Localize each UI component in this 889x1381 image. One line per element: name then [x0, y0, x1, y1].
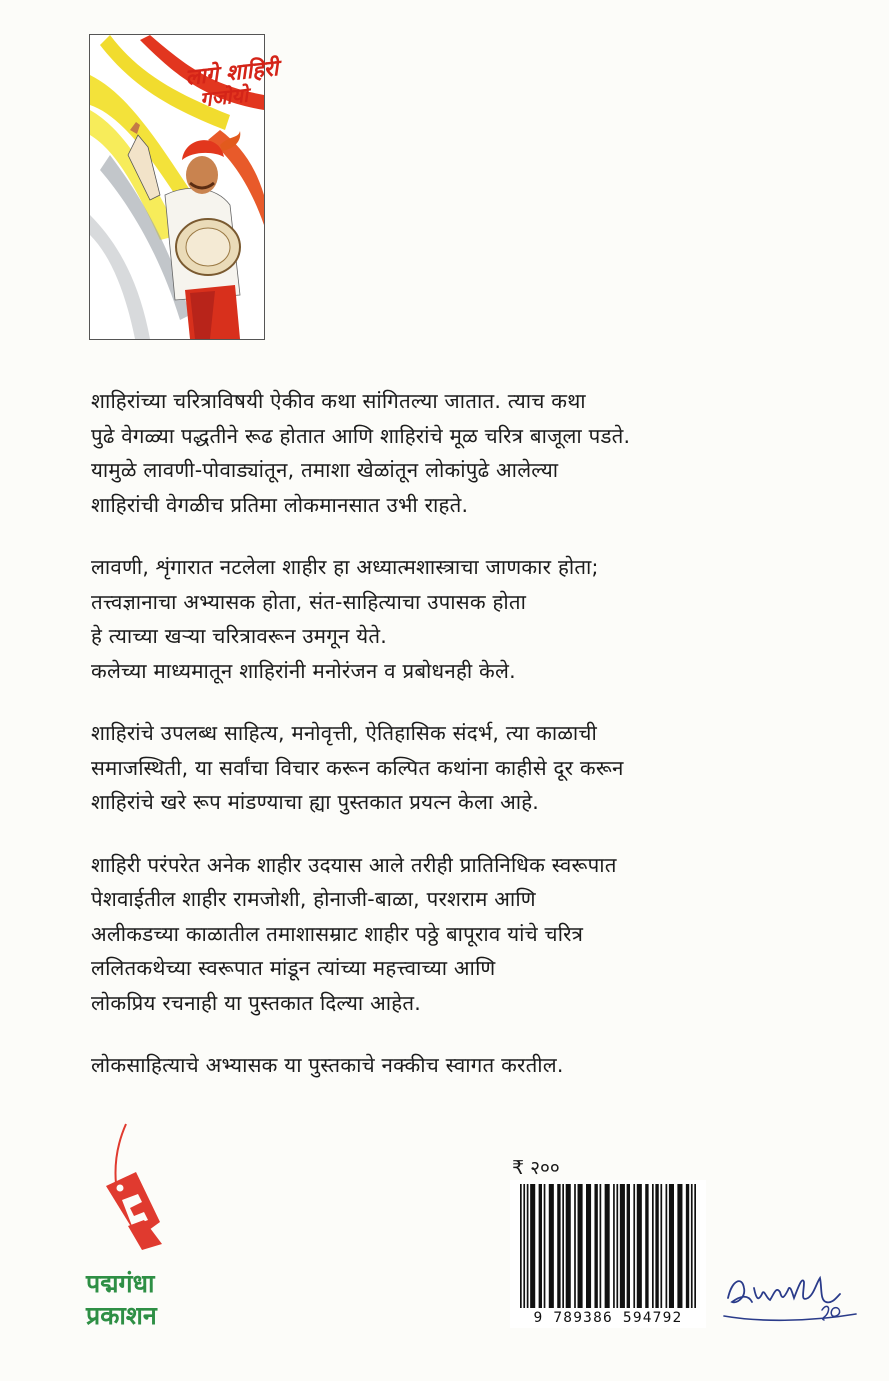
blurb-line: ललितकथेच्या स्वरूपात मांडून त्यांच्या महत्त्वाच्या आणि — [91, 956, 496, 980]
barcode-bar — [539, 1184, 542, 1308]
blurb-line: लावणी, शृंगारात नटलेला शाहीर हा अध्यात्मशास्त्राचा जाणकार होता; — [91, 555, 599, 579]
cover-thumbnail — [89, 34, 280, 340]
blurb-paragraph-1 — [91, 384, 811, 522]
barcode-bar — [600, 1184, 602, 1308]
blurb-line: पुढे वेगळ्या पद्धतीने रूढ होतात आणि शाहिरांचे मूळ चरित्र बाजूला पडते. — [91, 423, 631, 448]
publisher-name-line1: पद्मगंधा — [86, 1269, 155, 1298]
blurb-line: लोकसाहित्याचे अभ्यासक या पुस्तकाचे नक्कीच स्वागत करतील. — [91, 1053, 564, 1077]
blurb-line: शाहिरांची वेगळीच प्रतिमा लोकमानसात उभी राहते. — [91, 492, 469, 517]
blurb-paragraph-5 — [91, 1048, 811, 1083]
isbn-number: 9 789386 594792 — [510, 1310, 706, 1326]
blurb-paragraph-2 — [91, 550, 811, 688]
blurb-line: शाहिरांचे उपलब्ध साहित्य, मनोवृत्ती, ऐतिहासिक संदर्भ, त्या काळाची — [91, 721, 597, 745]
barcode-bar — [605, 1184, 610, 1308]
barcode-bar — [627, 1184, 630, 1308]
barcode-bar — [574, 1184, 576, 1308]
blurb-line: अलीकडच्या काळातील तमाशासम्राट शाहीर पठ्ठे बापूराव यांचे चरित्र — [91, 921, 584, 946]
blurb-line: शाहिरी परंपरेत अनेक शाहीर उदयास आले तरीही प्रातिनिधिक स्वरूपात — [91, 852, 617, 877]
publisher-name-line2: प्रकाशन — [86, 1301, 157, 1330]
blurb-line: शाहिरांचे खरे रूप मांडण्याचा ह्या पुस्तकात प्रयत्न केला आहे. — [91, 790, 540, 814]
blurb-line: कलेच्या माध्यमातून शाहिरांनी मनोरंजन व प्रबोधनही केले. — [91, 658, 516, 683]
barcode-bar — [527, 1184, 529, 1308]
barcode-bar — [549, 1184, 554, 1308]
barcode-bar — [594, 1184, 597, 1308]
barcode-bar — [694, 1184, 696, 1308]
barcode-bar — [544, 1184, 546, 1308]
cover-title-line1: लागे शाहिरी — [184, 56, 280, 91]
blurb-paragraph-4 — [91, 848, 811, 1021]
barcode-bar — [691, 1184, 693, 1308]
barcode-bar — [633, 1184, 635, 1308]
barcode-bar — [660, 1184, 662, 1308]
barcode-bar — [530, 1184, 535, 1308]
barcode-bar — [655, 1184, 658, 1308]
isbn-barcode — [510, 1180, 706, 1328]
barcode-bars — [510, 1180, 706, 1310]
barcode-bar — [616, 1184, 618, 1308]
barcode-bar — [523, 1184, 525, 1308]
barcode-bar — [557, 1184, 560, 1308]
barcode-bar — [566, 1184, 571, 1308]
barcode-bar — [520, 1184, 522, 1308]
blurb-line: लोकप्रिय रचनाही या पुस्तकात दिल्या आहेत. — [91, 990, 421, 1015]
barcode-bar — [677, 1184, 682, 1308]
barcode-bar — [586, 1184, 591, 1308]
cover-title — [90, 35, 280, 125]
blurb-line: समाजस्थिती, या सर्वांचा विचार करून कल्पित कथांना काहीसे दूर करून — [91, 755, 624, 780]
price-label: ₹ २०० — [512, 1157, 560, 1179]
publisher-name — [86, 1268, 226, 1332]
barcode-bar — [652, 1184, 654, 1308]
barcode-bar — [613, 1184, 615, 1308]
barcode-bar — [562, 1184, 564, 1308]
barcode-bar — [686, 1184, 689, 1308]
price-tag-logo-icon — [98, 1122, 208, 1272]
barcode-bar — [578, 1184, 583, 1308]
blurb-line: हे त्याच्या खऱ्या चरित्रावरून उमगून येते. — [91, 624, 387, 648]
blurb-text — [91, 384, 811, 1111]
barcode-bar — [620, 1184, 625, 1308]
cover-title-line2: गजोयो — [198, 82, 250, 112]
barcode-bar — [645, 1184, 648, 1308]
handwritten-signature — [718, 1258, 862, 1338]
blurb-line: शाहिरांच्या चरित्राविषयी ऐकीव कथा सांगितल्या जातात. त्याच कथा — [91, 389, 586, 413]
barcode-bar — [666, 1184, 668, 1308]
blurb-paragraph-3 — [91, 716, 811, 820]
blurb-line: तत्त्वज्ञानाचा अभ्यासक होता, संत-साहित्याचा उपासक होता — [91, 589, 527, 614]
barcode-bar — [669, 1184, 674, 1308]
blurb-line: पेशवाईतील शाहीर रामजोशी, होनाजी-बाळा, परशराम आणि — [91, 887, 536, 911]
blurb-line: यामुळे लावणी-पोवाड्यांतून, तमाशा खेळांतून लोकांपुढे आलेल्या — [91, 458, 559, 482]
barcode-bar — [637, 1184, 642, 1308]
